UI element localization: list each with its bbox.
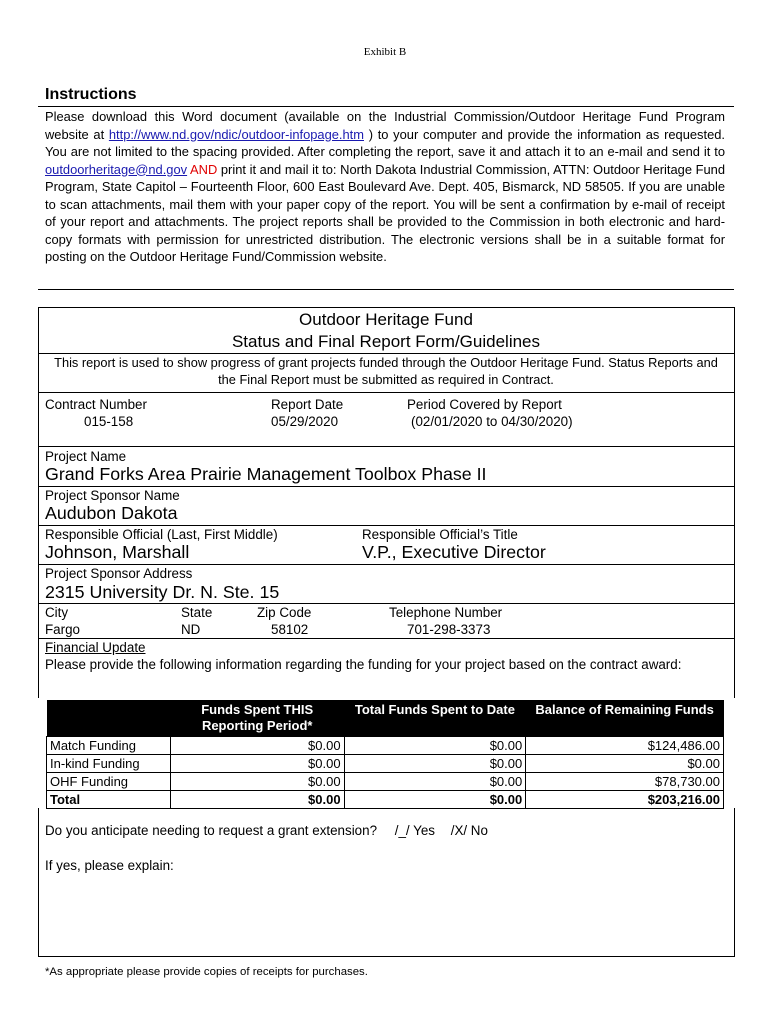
balance-cell: $124,486.00 (526, 737, 724, 755)
row-label: Match Funding (47, 737, 171, 755)
address-divider (38, 603, 734, 604)
period-label: Period Covered by Report (407, 397, 562, 412)
official-divider (38, 564, 734, 565)
sponsor-divider (38, 525, 734, 526)
to-date-cell: $0.00 (344, 791, 526, 809)
balance-cell: $78,730.00 (526, 773, 724, 791)
official-value: Johnson, Marshall (45, 542, 190, 562)
this-period-cell: $0.00 (170, 755, 344, 773)
zip-value: 58102 (271, 622, 309, 637)
funding-header-to-date: Total Funds Spent to Date (344, 700, 526, 737)
explain-label: If yes, please explain: (45, 858, 174, 873)
total-row (47, 791, 724, 809)
phone-value: 701-298-3373 (407, 622, 491, 637)
to-date-cell: $0.00 (344, 773, 526, 791)
official-title-value: V.P., Executive Director (362, 542, 546, 562)
city-divider (38, 638, 734, 639)
extension-question: Do you anticipate needing to request a grant extension? (45, 823, 378, 838)
table-row (47, 755, 724, 773)
receipts-footnote: *As appropriate please provide copies of receipts for purchases. (45, 966, 368, 978)
instructions-part-1: Please download this Word document (available on the Industrial Commission/Outdoor Heritage Fund Program website at (45, 109, 725, 142)
city-value: Fargo (45, 622, 80, 637)
contract-number-label: Contract Number (45, 397, 147, 412)
contract-number-value: 015-158 (84, 414, 134, 429)
desc-divider (38, 392, 734, 393)
official-title-label: Responsible Official’s Title (362, 527, 518, 542)
phone-label: Telephone Number (389, 605, 503, 620)
frame-gap-right (731, 698, 735, 808)
form-description: This report is used to show progress of grant projects funded through the Outdoor Heritage Fund. Status Reports and the Final Report must be submitted as required in Contract. (54, 355, 718, 387)
row-label: Total (47, 791, 171, 809)
instructions-part-2: ) to your computer and provide the information as requested. You are not limited to the spacing provided. After completing the report, save it and attach it to an e-mail and send it to (45, 126, 725, 159)
zip-label: Zip Code (257, 605, 312, 620)
instructions-rule (38, 106, 734, 107)
table-row (47, 773, 724, 791)
to-date-cell: $0.00 (344, 755, 526, 773)
this-period-cell: $0.00 (170, 737, 344, 755)
instructions-bottom-rule (38, 289, 734, 290)
official-label: Responsible Official (Last, First Middle) (45, 527, 278, 542)
to-date-cell: $0.00 (344, 737, 526, 755)
report-date-value: 05/29/2020 (271, 414, 339, 429)
funding-table (46, 700, 724, 809)
period-value: (02/01/2020 to 04/30/2020) (411, 414, 573, 429)
row-label: In-kind Funding (47, 755, 171, 773)
state-value: ND (181, 622, 201, 637)
funding-header-blank (47, 700, 171, 737)
report-date-label: Report Date (271, 397, 344, 412)
and-emphasis: AND (190, 161, 218, 177)
instructions-part-3: print it and mail it to: North Dakota Industrial Commission, ATTN: Outdoor Heritage Fund Program, State Capitol – Fourteenth Floor, 600 East Boulevard Ave. Dept. 405, Bismarck, ND 58505. If you are unable to scan attachments, mail them with your paper copy of the report. You will be sent a confirmation by e-mail of receipt of your report and attachments. The project reports shall be provided to the Commission in both electronic and hard-copy formats with permission for unrestricted distribution. The electronic versions shall be in a suitable format for posting on the Outdoor Heritage Fund/Commission website. (45, 161, 726, 264)
funding-header-row (47, 700, 724, 737)
project-name-label: Project Name (45, 449, 127, 464)
instructions-heading: Instructions (45, 86, 137, 103)
financial-instruction: Please provide the following information regarding the funding for your project based on the contract award: (45, 657, 682, 672)
this-period-cell: $0.00 (170, 773, 344, 791)
instructions-text (45, 108, 725, 266)
form-title-line-1: Outdoor Heritage Fund (299, 310, 473, 329)
sponsor-value: Audubon Dakota (45, 503, 178, 523)
email-link[interactable]: outdoorheritage@nd.gov (45, 161, 188, 177)
program-website-link[interactable]: http://www.nd.gov/ndic/outdoor-infopage.htm (108, 126, 364, 142)
contract-divider (38, 446, 734, 447)
balance-cell: $203,216.00 (526, 791, 724, 809)
exhibit-label: Exhibit B (363, 46, 407, 58)
state-label: State (181, 605, 213, 620)
address-label: Project Sponsor Address (45, 566, 193, 581)
project-divider (38, 486, 734, 487)
project-name-value: Grand Forks Area Prairie Management Toolbox Phase II (45, 464, 487, 484)
this-period-cell: $0.00 (170, 791, 344, 809)
funding-header-balance: Balance of Remaining Funds (526, 700, 724, 737)
balance-cell: $0.00 (526, 755, 724, 773)
form-title (38, 309, 734, 352)
table-row (47, 737, 724, 755)
form-title-line-2: Status and Final Report Form/Guidelines (231, 331, 541, 351)
extension-question-row (45, 823, 488, 838)
city-label: City (45, 605, 69, 620)
sponsor-label: Project Sponsor Name (45, 488, 180, 503)
extension-yes-option[interactable]: /_/ Yes (394, 823, 435, 838)
address-value: 2315 University Dr. N. Ste. 15 (45, 582, 280, 602)
extension-no-option[interactable]: /X/ No (450, 823, 488, 838)
frame-gap (36, 698, 40, 808)
financial-heading: Financial Update (45, 640, 146, 655)
row-label: OHF Funding (47, 773, 171, 791)
funding-header-this-period: Funds Spent THIS Reporting Period* (170, 700, 344, 737)
